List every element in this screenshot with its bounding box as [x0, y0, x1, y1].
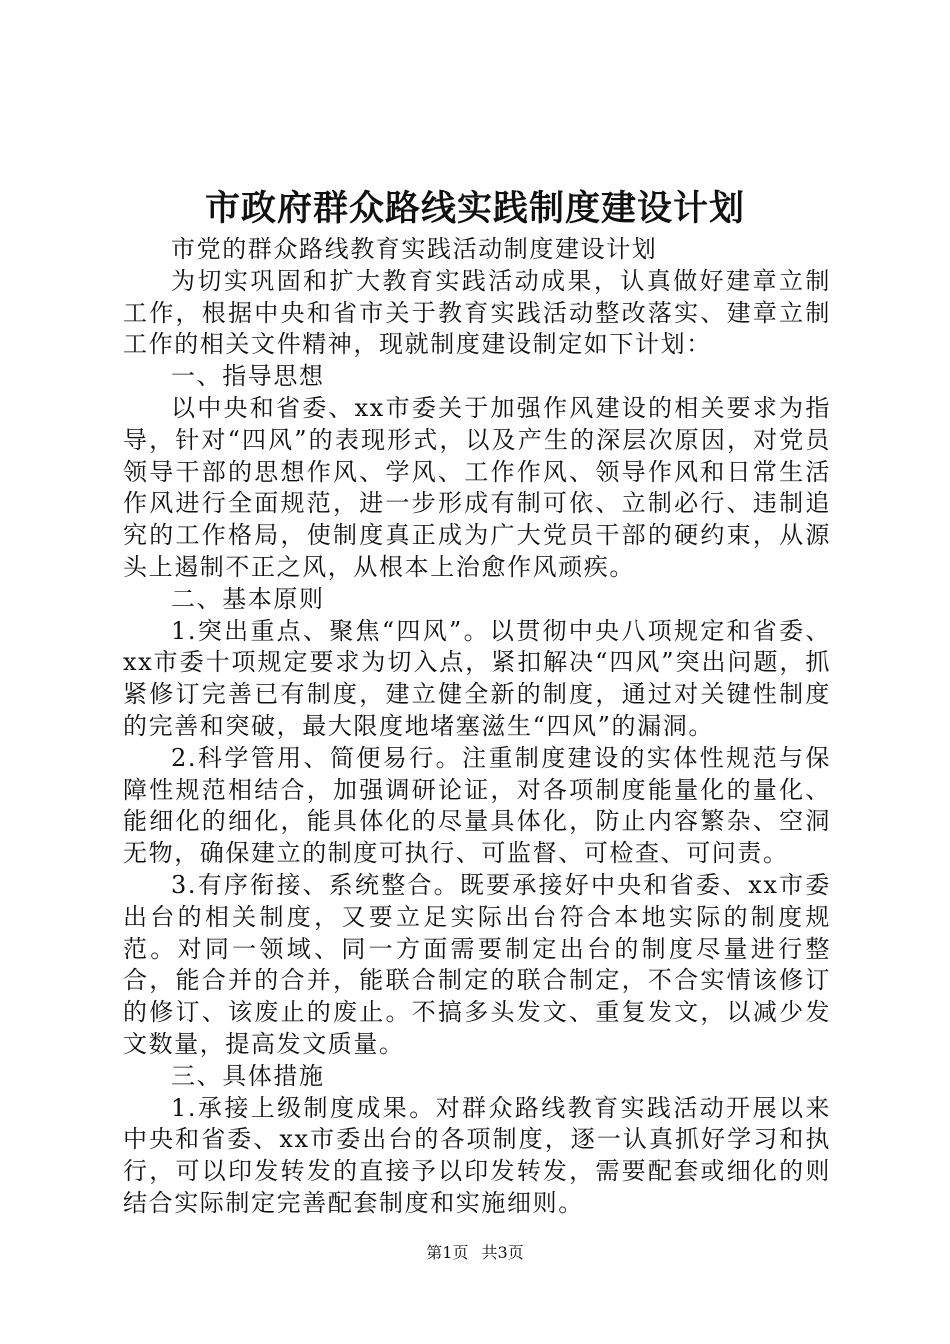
- page-number: 第1页: [426, 1243, 469, 1262]
- section-heading-3: 三、具体措施: [171, 1061, 325, 1090]
- document-body: [123, 234, 831, 1220]
- paragraph-principle-1: 1.突出重点、聚焦“四风”。以贯彻中央八项规定和省委、xx市委十项规定要求为切入点，紧扣解决“四风”突出问题，抓紧修订完善已有制度，建立健全新的制度，通过对关键性制度的完善和突破，最大限度地堵塞滋生“四风”的漏洞。: [123, 616, 831, 740]
- paragraph-guiding-thought: 以中央和省委、xx市委关于加强作风建设的相关要求为指导，针对“四风”的表现形式，以及产生的深层次原因，对党员领导干部的思想作风、学风、工作作风、领导作风和日常生活作风进行全面规范，进一步形成有制可依、立制必行、违制追究的工作格局，使制度真正成为广大党员干部的硬约束，从源头上遏制不正之风，从根本上治愈作风顽疾。: [123, 393, 831, 581]
- section-heading-1: 一、指导思想: [171, 362, 325, 391]
- paragraph-intro: 为切实巩固和扩大教育实践活动成果，认真做好建章立制工作，根据中央和省市关于教育实践活动整改落实、建章立制工作的相关文件精神，现就制度建设制定如下计划：: [123, 266, 831, 359]
- paragraph-subtitle: 市党的群众路线教育实践活动制度建设计划: [171, 235, 658, 263]
- page-footer: [0, 1243, 950, 1263]
- section-heading-2: 二、基本原则: [171, 584, 325, 613]
- paragraph-measure-1: 1.承接上级制度成果。对群众路线教育实践活动开展以来中央和省委、xx市委出台的各项制度，逐一认真抓好学习和执行，可以印发转发的直接予以印发转发，需要配套或细化的则结合实际制定完善配套制度和实施细则。: [123, 1093, 831, 1217]
- paragraph-principle-2: 2.科学管用、简便易行。注重制度建设的实体性规范与保障性规范相结合，加强调研论证，对各项制度能量化的量化、能细化的细化，能具体化的尽量具体化，防止内容繁杂、空洞无物，确保建立的制度可执行、可监督、可检查、可问责。: [123, 743, 831, 868]
- paragraph-principle-3: 3.有序衔接、系统整合。既要承接好中央和省委、xx市委出台的相关制度，又要立足实际出台符合本地实际的制度规范。对同一领域、同一方面需要制定出台的制度尽量进行整合，能合并的合并，能联合制定的联合制定，不合实情该修订的修订、该废止的废止。不搞多头发文、重复发文，以减少发文数量，提高发文质量。: [123, 870, 831, 1058]
- document-title: 市政府群众路线实践制度建设计划: [204, 188, 745, 229]
- page-total: 共3页: [481, 1243, 524, 1262]
